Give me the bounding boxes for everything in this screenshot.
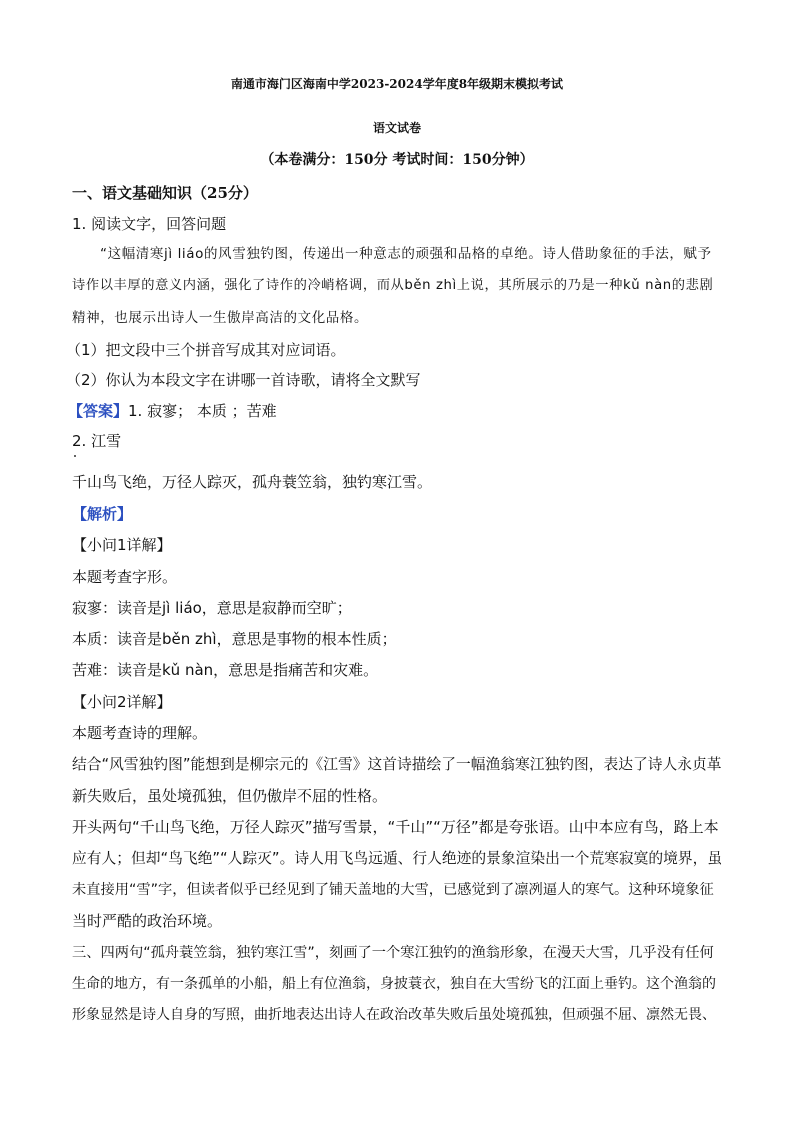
detail-2-line: 结合“风雪独钓图”能想到是柳宗元的《江雪》这首诗描绘了一幅渔翁寒江独钓图，表达了诗人永贞革 bbox=[72, 756, 722, 773]
detail-1-line: 本质：读音是běn zhì，意思是事物的根本性质； bbox=[72, 630, 397, 648]
detail-2-label: 【小问2详解】 bbox=[72, 693, 172, 711]
answer-2: 2. 江雪 bbox=[72, 432, 122, 450]
poem-text: 千山鸟飞绝，万径人踪灭，孤舟蓑笠翁，独钓寒江雪。 bbox=[72, 473, 433, 491]
detail-2-line: 形象显然是诗人自身的写照，曲折地表达出诗人在政治改革失败后虽处境孤独，但顽强不屈、凛然无畏、 bbox=[72, 1007, 716, 1023]
passage-line-1: “这幅清寒jì liáo的风雪独钓图，传递出一种意志的顽强和品格的卓绝。诗人借助象征的手法，赋予 bbox=[100, 246, 712, 262]
passage-line-2: 诗作以丰厚的意义内涵，强化了诗作的冷峭格调，而从běn zhì上说，其所展示的乃是一种kǔ nàn的悲剧 bbox=[72, 278, 714, 293]
detail-2-line: 开头两句“千山鸟飞绝，万径人踪灭”描写雪景，“千山”“万径”都是夸张语。山中本应有鸟，路上本 bbox=[72, 818, 719, 836]
detail-1-line: 本题考查字形。 bbox=[72, 568, 178, 586]
exam-title: 南通市海门区海南中学2023-2024学年度8年级期末模拟考试 bbox=[230, 77, 564, 91]
section-heading: 一、语文基础知识（25分） bbox=[72, 184, 258, 202]
detail-2-line: 生命的地方，有一条孤单的小船，船上有位渔翁，身披蓑衣，独自在大雪纷飞的江面上垂钓。这个渔翁的 bbox=[72, 976, 716, 992]
detail-2-line: 应有人；但却“鸟飞绝”“人踪灭”。诗人用飞鸟远遁、行人绝迹的景象渲染出一个荒寒寂寞的境界，虽 bbox=[72, 850, 723, 867]
detail-2-line: 本题考查诗的理解。 bbox=[72, 724, 208, 742]
detail-2-line: 未直接用“雪”字，但读者似乎已经见到了铺天盖地的大雪，已感觉到了凛冽逼人的寒气。这种环境象征 bbox=[72, 882, 714, 898]
detail-1-line: 寂寥：读音是jì liáo，意思是寂静而空旷； bbox=[72, 599, 352, 617]
detail-2-line: 当时严酷的政治环境。 bbox=[72, 912, 223, 930]
detail-2-line: 新失败后，虽处境孤独，但仍傲岸不屈的性格。 bbox=[72, 787, 388, 805]
passage-line-3: 精神，也展示出诗人一生傲岸高洁的文化品格。 bbox=[72, 310, 369, 326]
sub-question-1: （1）把文段中三个拼音写成其对应词语。 bbox=[66, 341, 346, 359]
detail-1-label: 【小问1详解】 bbox=[72, 536, 172, 554]
analysis-label: 【解析】 bbox=[72, 505, 133, 523]
detail-1-line: 苦难：读音是kǔ nàn，意思是指痛苦和灾难。 bbox=[72, 661, 379, 679]
answer-row bbox=[68, 401, 277, 421]
answer-1: 1. 寂寥； 本质 ；苦难 bbox=[128, 402, 277, 420]
subject-title: 语文试卷 bbox=[372, 121, 421, 135]
answer-label: 【答案】 bbox=[68, 402, 129, 420]
exam-info: （本卷满分：150分 考试时间：150分钟） bbox=[260, 152, 534, 168]
stray-dot bbox=[74, 455, 76, 457]
sub-question-2: （2）你认为本段文字在讲哪一首诗歌，请将全文默写 bbox=[66, 371, 421, 389]
question-title: 1. 阅读文字，回答问题 bbox=[72, 215, 227, 233]
detail-2-line: 三、四两句“孤舟蓑笠翁，独钓寒江雪”，刻画了一个寒江独钓的渔翁形象，在漫天大雪，几乎没有任何 bbox=[72, 945, 714, 961]
